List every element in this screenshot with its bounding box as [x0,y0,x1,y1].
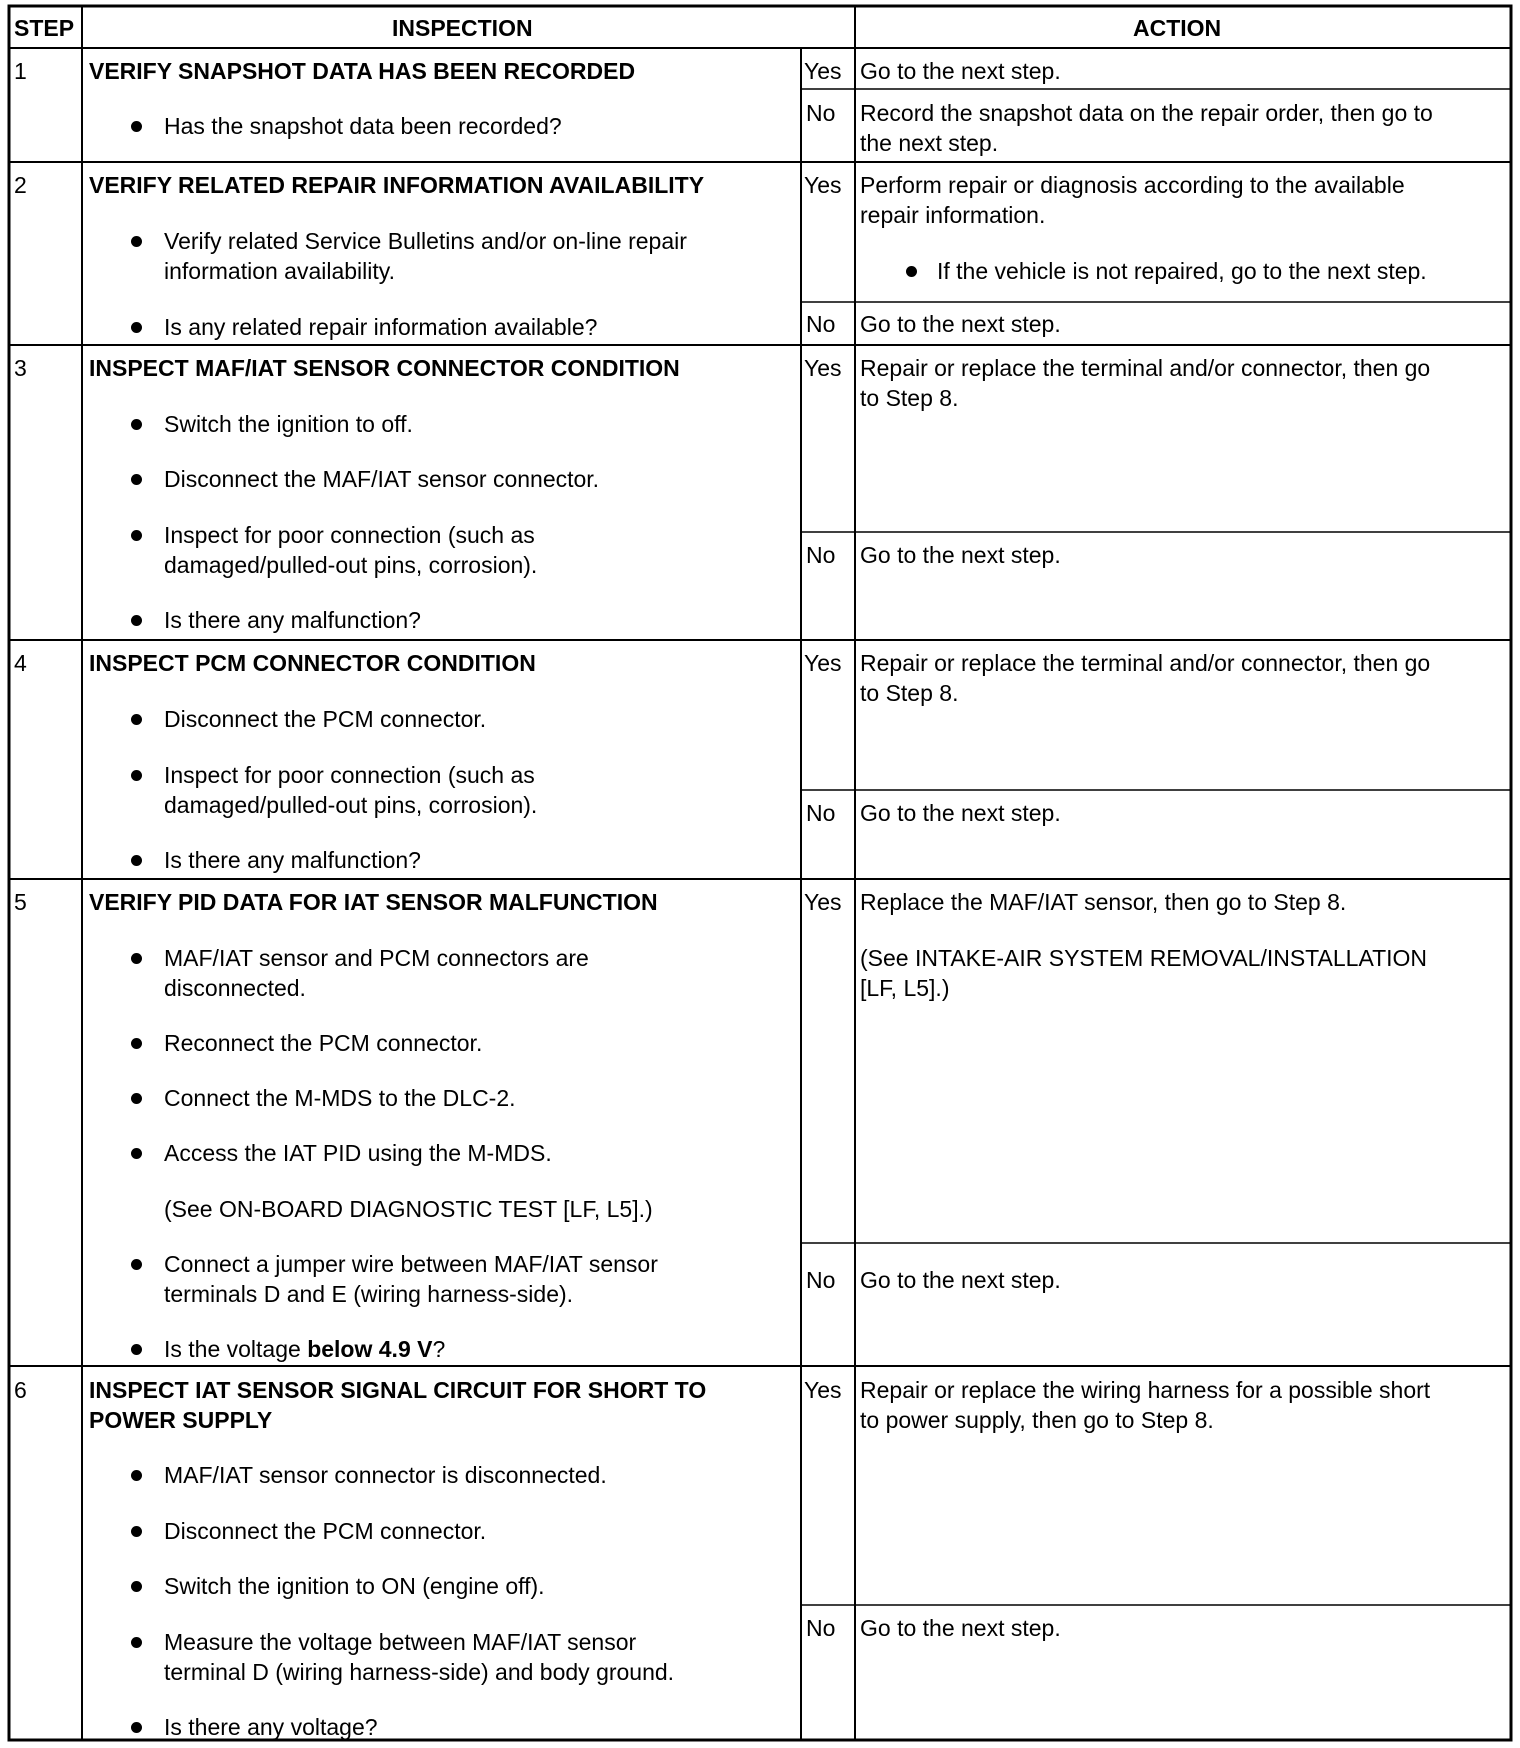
inspection-item: damaged/pulled-out pins, corrosion). [164,792,538,818]
no-action: Go to the next step. [860,1267,1061,1293]
yes-action: repair information. [860,202,1046,228]
inspection-item: disconnected. [164,975,306,1001]
no-action: Go to the next step. [860,542,1061,568]
yes-action: Repair or replace the terminal and/or connector, then go [860,650,1431,676]
bullet-icon [131,1344,142,1355]
yes-action: Replace the MAF/IAT sensor, then go to Step 8. [860,889,1347,915]
header-step: STEP [14,15,75,41]
bullet-icon [131,1722,142,1733]
inspection-item: Is the voltage below 4.9 V? [164,1336,446,1362]
yes-action: to Step 8. [860,680,959,706]
bullet-icon [131,1148,142,1159]
no-label: No [806,800,836,826]
yes-label: Yes [804,1377,842,1403]
step-title: VERIFY RELATED REPAIR INFORMATION AVAILABILITY [89,172,705,198]
no-label: No [806,311,836,337]
bullet-icon [131,855,142,866]
bullet-icon [131,1581,142,1592]
bullet-icon [906,266,917,277]
reference-note: (See ON-BOARD DIAGNOSTIC TEST [LF, L5].) [164,1196,653,1222]
bullet-icon [131,419,142,430]
inspection-item: damaged/pulled-out pins, corrosion). [164,552,538,578]
inspection-item: Is any related repair information available? [164,314,598,340]
yes-label: Yes [804,650,842,676]
step-title: VERIFY SNAPSHOT DATA HAS BEEN RECORDED [89,58,636,84]
step-title: INSPECT IAT SENSOR SIGNAL CIRCUIT FOR SHORT TO [89,1377,707,1403]
no-action: Go to the next step. [860,800,1061,826]
yes-action: to power supply, then go to Step 8. [860,1407,1214,1433]
yes-action: Perform repair or diagnosis according to the available [860,172,1405,198]
yes-action: Repair or replace the wiring harness for a possible short [860,1377,1431,1403]
header-inspection: INSPECTION [392,15,533,41]
inspection-item: Is there any malfunction? [164,607,421,633]
bullet-icon [131,322,142,333]
yes-reference-note: [LF, L5].) [860,975,950,1001]
yes-label: Yes [804,58,842,84]
bullet-icon [131,953,142,964]
yes-action: Repair or replace the terminal and/or connector, then go [860,355,1431,381]
no-label: No [806,1615,836,1641]
step-number: 1 [14,58,27,84]
bullet-icon [131,530,142,541]
inspection-item: MAF/IAT sensor connector is disconnected. [164,1462,607,1488]
header-action: ACTION [1133,15,1222,41]
inspection-item: Disconnect the MAF/IAT sensor connector. [164,466,600,492]
inspection-item: Switch the ignition to off. [164,411,413,437]
inspection-item: Connect a jumper wire between MAF/IAT sensor [164,1251,658,1277]
inspection-item: Disconnect the PCM connector. [164,1518,487,1544]
bullet-icon [131,1038,142,1049]
inspection-item: Inspect for poor connection (such as [164,522,535,548]
no-action: the next step. [860,130,999,156]
step-number: 3 [14,355,27,381]
inspection-item: Access the IAT PID using the M-MDS. [164,1140,552,1166]
yes-label: Yes [804,889,842,915]
yes-label: Yes [804,355,842,381]
step-number: 2 [14,172,27,198]
bullet-icon [131,474,142,485]
bullet-icon [131,1637,142,1648]
no-label: No [806,100,836,126]
step-number: 5 [14,889,27,915]
no-action: Go to the next step. [860,1615,1061,1641]
step-title: INSPECT MAF/IAT SENSOR CONNECTOR CONDITION [89,355,680,381]
step-title: VERIFY PID DATA FOR IAT SENSOR MALFUNCTION [89,889,658,915]
inspection-item: MAF/IAT sensor and PCM connectors are [164,945,589,971]
no-action: Record the snapshot data on the repair order, then go to [860,100,1433,126]
step-number: 6 [14,1377,27,1403]
yes-action: to Step 8. [860,385,959,411]
yes-label: Yes [804,172,842,198]
inspection-item: Disconnect the PCM connector. [164,706,487,732]
inspection-item: information availability. [164,258,395,284]
bullet-icon [131,1470,142,1481]
bullet-icon [131,1093,142,1104]
bullet-icon [131,236,142,247]
no-label: No [806,542,836,568]
bullet-icon [131,1526,142,1537]
step-title: INSPECT PCM CONNECTOR CONDITION [89,650,536,676]
inspection-item: Switch the ignition to ON (engine off). [164,1573,545,1599]
inspection-item: Verify related Service Bulletins and/or on-line repair [164,228,687,254]
bullet-icon [131,121,142,132]
inspection-item: Connect the M-MDS to the DLC-2. [164,1085,516,1111]
inspection-item: Measure the voltage between MAF/IAT sensor [164,1629,637,1655]
inspection-item: terminal D (wiring harness-side) and body ground. [164,1659,675,1685]
inspection-item: Reconnect the PCM connector. [164,1030,483,1056]
step-number: 4 [14,650,27,676]
no-action: Go to the next step. [860,311,1061,337]
inspection-item: Is there any malfunction? [164,847,421,873]
step-title: POWER SUPPLY [89,1407,273,1433]
inspection-item: Has the snapshot data been recorded? [164,113,562,139]
bullet-icon [131,615,142,626]
bullet-icon [131,714,142,725]
bullet-icon [131,1259,142,1270]
inspection-item: terminals D and E (wiring harness-side). [164,1281,574,1307]
yes-action-bullet: If the vehicle is not repaired, go to the next step. [937,258,1427,284]
inspection-item: Inspect for poor connection (such as [164,762,535,788]
yes-action: Go to the next step. [860,58,1061,84]
inspection-item: Is there any voltage? [164,1714,378,1740]
yes-reference-note: (See INTAKE-AIR SYSTEM REMOVAL/INSTALLATION [860,945,1428,971]
no-label: No [806,1267,836,1293]
bullet-icon [131,770,142,781]
